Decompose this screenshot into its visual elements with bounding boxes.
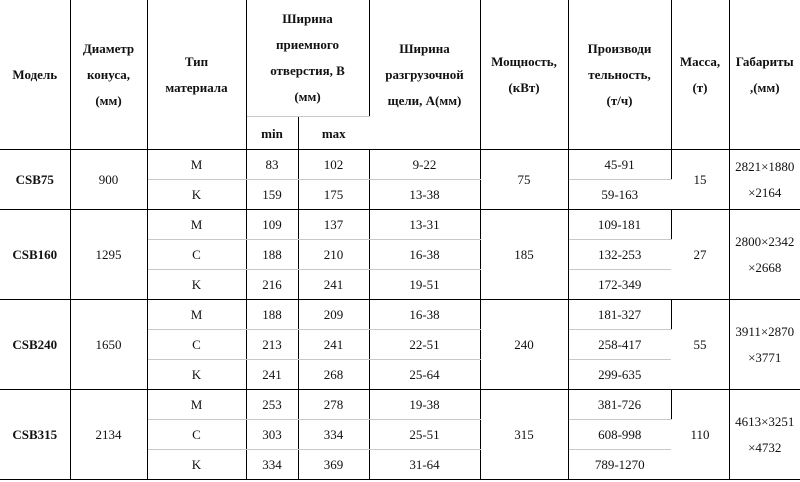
- feed-max: 268: [298, 360, 369, 390]
- capacity: 132-253: [568, 240, 671, 270]
- model-name: CSB160: [0, 210, 70, 300]
- discharge-width: 16-38: [369, 300, 480, 330]
- feed-max: 369: [298, 450, 369, 480]
- discharge-width: 31-64: [369, 450, 480, 480]
- material-type: M: [147, 300, 246, 330]
- discharge-width: 19-51: [369, 270, 480, 300]
- capacity: 258-417: [568, 330, 671, 360]
- mass: 110: [671, 390, 729, 480]
- capacity: 45-91: [568, 150, 671, 180]
- dimensions: 3911×2870 ×3771: [729, 300, 800, 390]
- mass: 15: [671, 150, 729, 210]
- feed-min: 109: [246, 210, 298, 240]
- power: 240: [480, 300, 568, 390]
- table-row: [0, 210, 800, 240]
- header-material-type: Тип материала: [147, 0, 246, 150]
- feed-max: 334: [298, 420, 369, 450]
- material-type: M: [147, 150, 246, 180]
- discharge-width: 16-38: [369, 240, 480, 270]
- table-body: [0, 150, 800, 480]
- feed-max: 210: [298, 240, 369, 270]
- header-discharge-width: Ширина разгрузочной щели, A(мм): [369, 0, 480, 150]
- discharge-width: 22-51: [369, 330, 480, 360]
- header-mass: Масса, (т): [671, 0, 729, 150]
- capacity: 381-726: [568, 390, 671, 420]
- dimensions: 2821×1880 ×2164: [729, 150, 800, 210]
- dimensions: 2800×2342 ×2668: [729, 210, 800, 300]
- material-type: M: [147, 390, 246, 420]
- feed-min: 188: [246, 240, 298, 270]
- material-type: C: [147, 330, 246, 360]
- feed-min: 188: [246, 300, 298, 330]
- feed-min: 216: [246, 270, 298, 300]
- discharge-width: 9-22: [369, 150, 480, 180]
- power: 185: [480, 210, 568, 300]
- cone-diameter: 1295: [70, 210, 147, 300]
- material-type: K: [147, 450, 246, 480]
- capacity: 172-349: [568, 270, 671, 300]
- material-type: K: [147, 360, 246, 390]
- capacity: 59-163: [568, 180, 671, 210]
- model-name: CSB240: [0, 300, 70, 390]
- material-type: C: [147, 420, 246, 450]
- feed-max: 241: [298, 330, 369, 360]
- table-row: [0, 150, 800, 180]
- cone-diameter: 1650: [70, 300, 147, 390]
- capacity: 789-1270: [568, 450, 671, 480]
- header-power: Мощность, (кВт): [480, 0, 568, 150]
- table-row: [0, 390, 800, 420]
- feed-min: 83: [246, 150, 298, 180]
- model-name: CSB75: [0, 150, 70, 210]
- feed-max: 209: [298, 300, 369, 330]
- power: 75: [480, 150, 568, 210]
- material-type: M: [147, 210, 246, 240]
- feed-min: 253: [246, 390, 298, 420]
- discharge-width: 19-38: [369, 390, 480, 420]
- feed-min: 213: [246, 330, 298, 360]
- cone-diameter: 900: [70, 150, 147, 210]
- mass: 55: [671, 300, 729, 390]
- material-type: K: [147, 270, 246, 300]
- discharge-width: 25-51: [369, 420, 480, 450]
- feed-min: 303: [246, 420, 298, 450]
- feed-max: 102: [298, 150, 369, 180]
- capacity: 608-998: [568, 420, 671, 450]
- material-type: K: [147, 180, 246, 210]
- discharge-width: 13-31: [369, 210, 480, 240]
- feed-min: 159: [246, 180, 298, 210]
- power: 315: [480, 390, 568, 480]
- feed-max: 278: [298, 390, 369, 420]
- feed-max: 137: [298, 210, 369, 240]
- capacity: 299-635: [568, 360, 671, 390]
- header-model: Модель: [0, 0, 70, 150]
- header-dimensions: Габариты ,(мм): [729, 0, 800, 150]
- dimensions: 4613×3251 ×4732: [729, 390, 800, 480]
- feed-min: 241: [246, 360, 298, 390]
- capacity: 181-327: [568, 300, 671, 330]
- feed-min: 334: [246, 450, 298, 480]
- feed-max: 241: [298, 270, 369, 300]
- mass: 27: [671, 210, 729, 300]
- header-cone-diameter: Диаметр конуса, (мм): [70, 0, 147, 150]
- model-name: CSB315: [0, 390, 70, 480]
- header-feed-min: min: [246, 117, 298, 150]
- header-feed-opening: Ширина приемного отверстия, B (мм): [246, 0, 369, 117]
- feed-max: 175: [298, 180, 369, 210]
- capacity: 109-181: [568, 210, 671, 240]
- material-type: C: [147, 240, 246, 270]
- discharge-width: 25-64: [369, 360, 480, 390]
- header-capacity: Производи тельность, (т/ч): [568, 0, 671, 150]
- header-feed-max: max: [298, 117, 369, 150]
- cone-diameter: 2134: [70, 390, 147, 480]
- discharge-width: 13-38: [369, 180, 480, 210]
- table-row: [0, 300, 800, 330]
